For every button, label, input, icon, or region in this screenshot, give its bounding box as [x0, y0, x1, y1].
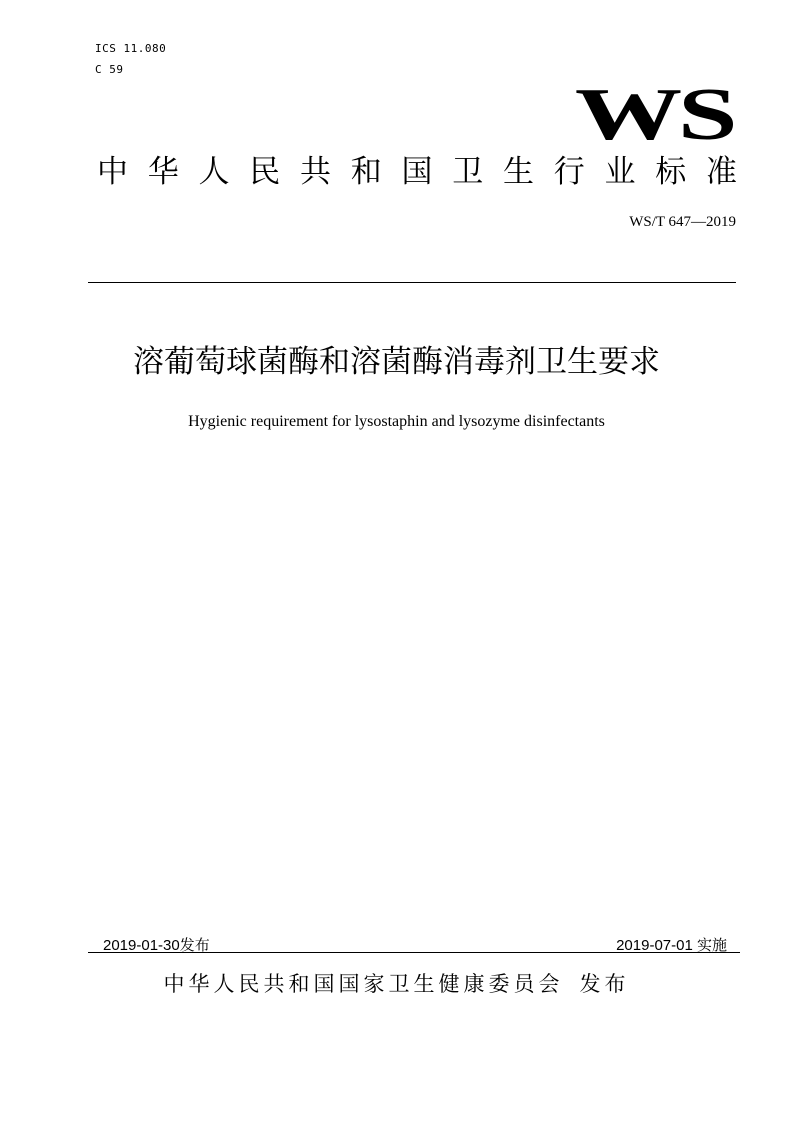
bottom-divider [88, 952, 740, 953]
issue-date: 2019-01-30 [103, 937, 180, 954]
implementation-label: 实施 [696, 937, 727, 954]
ccs-code: C 59 [95, 63, 124, 76]
ics-code: ICS 11.080 [95, 42, 167, 55]
issuer-name: 中华人民共和国国家卫生健康委员会 [163, 972, 564, 996]
issuer-action: 发布 [579, 972, 630, 996]
document-title-chinese: 溶葡萄球菌酶和溶菌酶消毒剂卫生要求 [133, 344, 660, 380]
standard-number: WS/T 647—2019 [629, 214, 736, 230]
implementation-date: 2019-07-01 [616, 937, 693, 954]
ws-logo: WS [574, 74, 733, 156]
document-title-english: Hygienic requirement for lysostaphin and lysozyme disinfectants [188, 413, 605, 430]
issuer-line [0, 968, 793, 1000]
issue-label: 发布 [179, 937, 210, 954]
top-divider [88, 282, 736, 283]
standard-category-title: 中华人民共和国卫生行业标准 [97, 154, 737, 190]
